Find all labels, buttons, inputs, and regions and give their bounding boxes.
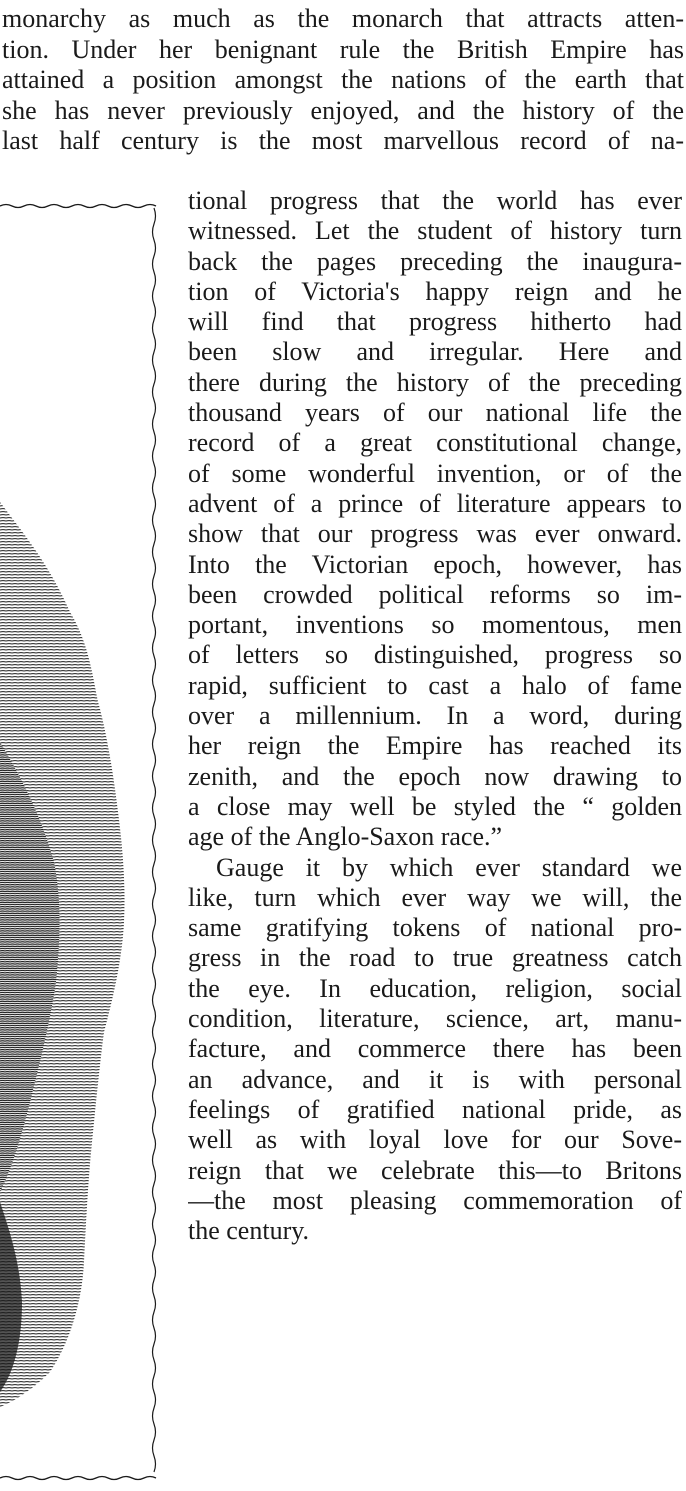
- text-line: an advance, and it is with personal: [188, 1064, 682, 1094]
- engraved-portrait-illustration: [0, 202, 160, 1486]
- text-line: Into the Victorian epoch, however, has: [188, 549, 682, 579]
- text-line: last half century is the most marvellous record of na-: [2, 126, 684, 155]
- text-line: witnessed. Let the student of history turn: [188, 216, 682, 246]
- text-line: —the most pleasing commemoration of: [188, 1185, 682, 1215]
- text-line: tion of Victoria's happy reign and he: [188, 276, 682, 306]
- text-line: zenith, and the epoch now drawing to: [188, 761, 682, 791]
- text-line: her reign the Empire has reached its: [188, 731, 682, 761]
- text-line: back the pages preceding the inaugura-: [188, 246, 682, 276]
- text-line: been slow and irregular. Here and: [188, 337, 682, 367]
- text-line: show that our progress was ever onward.: [188, 519, 682, 549]
- text-line: Gauge it by which ever standard we: [216, 852, 682, 882]
- text-line: rapid, sufficient to cast a halo of fame: [188, 670, 682, 700]
- text-line: she has never previously enjoyed, and the history of the: [2, 95, 684, 125]
- text-line: advent of a prince of literature appears to: [188, 488, 682, 518]
- text-line: tional progress that the world has ever: [188, 186, 682, 215]
- text-line: well as with loyal love for our Sove-: [188, 1125, 682, 1155]
- text-line: been crowded political reforms so im-: [188, 579, 682, 609]
- text-line: there during the history of the preceding: [188, 367, 682, 397]
- full-width-paragraph: [0, 4, 686, 157]
- paragraph-gauge: [188, 853, 682, 1247]
- text-line: of letters so distinguished, progress so: [188, 640, 682, 670]
- text-line: the eye. In education, religion, social: [188, 973, 682, 1003]
- text-line: the century.: [188, 1216, 310, 1246]
- text-line: will find that progress hitherto had: [188, 307, 682, 337]
- text-line: age of the Anglo-Saxon race.”: [188, 822, 503, 852]
- main-text-column: [188, 186, 682, 1246]
- text-line: feelings of gratified national pride, as: [188, 1094, 682, 1124]
- text-line: monarchy as much as the monarch that attracts atten-: [2, 4, 684, 33]
- text-line: thousand years of our national life the: [188, 398, 682, 428]
- text-line: record of a great constitutional change,: [188, 428, 682, 458]
- paragraph-progress: [188, 186, 682, 853]
- text-line: facture, and commerce there has been: [188, 1034, 682, 1064]
- text-line: attained a position amongst the nations of the earth that: [2, 65, 684, 94]
- text-line: like, turn which ever way we will, the: [188, 882, 682, 912]
- text-line: same gratifying tokens of national pro-: [188, 913, 682, 943]
- text-line: portant, inventions so momentous, men: [188, 610, 682, 640]
- text-line: condition, literature, science, art, manu-: [188, 1004, 682, 1034]
- text-line: over a millennium. In a word, during: [188, 701, 682, 731]
- text-line: tion. Under her benignant rule the British Empire has: [2, 34, 684, 64]
- text-line: of some wonderful invention, or of the: [188, 458, 682, 488]
- text-line: gress in the road to true greatness catch: [188, 943, 682, 973]
- text-line: reign that we celebrate this—to Britons: [188, 1155, 682, 1185]
- text-line: a close may well be styled the “ golden: [188, 791, 682, 821]
